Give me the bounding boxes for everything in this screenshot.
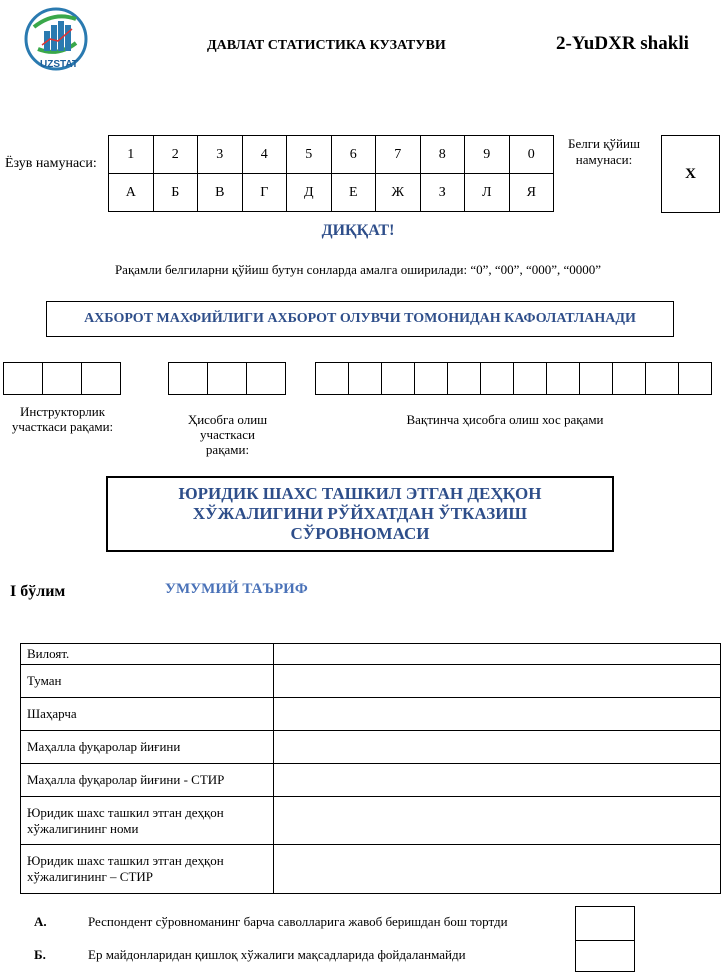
info-row-value[interactable] — [274, 764, 721, 797]
sample-letter: В — [198, 174, 243, 212]
sample-letter: Я — [509, 174, 554, 212]
mark-sample-label: Белги қўйиш намунаси: — [567, 136, 640, 167]
info-row-label: Юридик шахс ташкил этган деҳқон хўжалигининг – СТИР — [21, 845, 274, 894]
sample-digit: 8 — [420, 136, 465, 174]
info-row — [21, 797, 721, 845]
form-code: 2-YuDXR shakli — [556, 33, 689, 54]
general-info-table — [20, 643, 721, 894]
instructor-area-label: Инструкторлик участкаси рақами: — [11, 404, 114, 434]
code-cell[interactable] — [646, 363, 679, 395]
info-row-value[interactable] — [274, 665, 721, 698]
question-letter: А. — [34, 914, 47, 929]
sample-digit: 3 — [198, 136, 243, 174]
code-cell[interactable] — [247, 363, 286, 395]
code-cell[interactable] — [514, 363, 547, 395]
info-row — [21, 665, 721, 698]
sample-letter: Л — [465, 174, 510, 212]
question-checkbox[interactable] — [575, 939, 635, 972]
sample-label: Ёзув намунаси: — [5, 156, 97, 171]
sample-digit: 5 — [287, 136, 332, 174]
code-cell[interactable] — [169, 363, 208, 395]
sample-letter: Е — [331, 174, 376, 212]
code-cell[interactable] — [382, 363, 415, 395]
code-cell[interactable] — [415, 363, 448, 395]
attention-title: ДИҚҚАТ! — [321, 222, 395, 239]
writing-sample-table — [108, 135, 554, 212]
sample-digit: 9 — [465, 136, 510, 174]
code-cell[interactable] — [208, 363, 247, 395]
info-row-label: Шаҳарча — [21, 698, 274, 731]
sample-digit: 1 — [109, 136, 154, 174]
uzstat-logo — [24, 5, 88, 75]
attention-text: Рақамли белгиларни қўйиш бутун сонларда амалга оширилади: “0”, “00”, “000”, “0000” — [114, 262, 602, 277]
question-checkbox[interactable] — [575, 906, 635, 941]
sample-letter: Ж — [376, 174, 421, 212]
info-row-label: Юридик шахс ташкил этган деҳқон хўжалигининг номи — [21, 797, 274, 845]
sample-letter: Б — [153, 174, 198, 212]
info-row-label: Туман — [21, 665, 274, 698]
info-row-value[interactable] — [274, 644, 721, 665]
sample-digit: 2 — [153, 136, 198, 174]
code-cell[interactable] — [4, 363, 43, 395]
code-cell[interactable] — [547, 363, 580, 395]
instructor-area-code-cells[interactable] — [3, 362, 121, 395]
info-row-value[interactable] — [274, 797, 721, 845]
info-row — [21, 644, 721, 665]
code-cell[interactable] — [679, 363, 712, 395]
sample-letter: Д — [287, 174, 332, 212]
info-row-label: Маҳалла фуқаролар йиғини — [21, 731, 274, 764]
info-row — [21, 731, 721, 764]
section-title: УМУМИЙ ТАЪРИФ — [165, 581, 308, 597]
code-cell[interactable] — [316, 363, 349, 395]
code-cell[interactable] — [82, 363, 121, 395]
info-row-label: Вилоят. — [21, 644, 274, 665]
registration-area-label: Ҳисобга олиш участкаси рақами: — [187, 412, 268, 457]
sample-digit: 7 — [376, 136, 421, 174]
confidentiality-notice: АХБОРОТ МАХФИЙЛИГИ АХБОРОТ ОЛУВЧИ ТОМОНИДАН КАФОЛАТЛАНАДИ — [46, 301, 674, 337]
code-cell[interactable] — [43, 363, 82, 395]
temporary-id-cells[interactable] — [315, 362, 712, 395]
code-cell[interactable] — [481, 363, 514, 395]
temporary-id-label: Вақтинча ҳисобга олиш хос рақами — [406, 412, 604, 427]
code-cell[interactable] — [613, 363, 646, 395]
section-number: I бўлим — [10, 583, 66, 600]
info-row-label: Маҳалла фуқаролар йиғини - СТИР — [21, 764, 274, 797]
code-cell[interactable] — [580, 363, 613, 395]
info-row-value[interactable] — [274, 731, 721, 764]
info-row — [21, 845, 721, 894]
org-title: ДАВЛАТ СТАТИСТИКА КУЗАТУВИ — [207, 38, 446, 53]
question-letter: Б. — [34, 947, 46, 962]
sample-letter: З — [420, 174, 465, 212]
info-row — [21, 764, 721, 797]
sample-digit: 4 — [242, 136, 287, 174]
code-cell[interactable] — [448, 363, 481, 395]
question-text: Респондент сўровноманинг барча саволларига жавоб беришдан бош тортди — [88, 914, 508, 929]
sample-letter: Г — [242, 174, 287, 212]
sample-digit: 0 — [509, 136, 554, 174]
registration-area-code-cells[interactable] — [168, 362, 286, 395]
code-cell[interactable] — [349, 363, 382, 395]
sample-digit: 6 — [331, 136, 376, 174]
info-row-value[interactable] — [274, 698, 721, 731]
logo-text: UZSTAT — [40, 59, 78, 70]
mark-sample-box: X — [661, 135, 720, 213]
info-row-value[interactable] — [274, 845, 721, 894]
info-row — [21, 698, 721, 731]
question-text: Ер майдонларидан қишлоқ хўжалиги мақсадларида фойдаланмайди — [88, 947, 466, 962]
form-title: ЮРИДИК ШАХС ТАШКИЛ ЭТГАН ДЕҲҚОН ХЎЖАЛИГИНИ РЎЙХАТДАН ЎТКАЗИШ СЎРОВНОМАСИ — [106, 476, 614, 552]
sample-letter: А — [109, 174, 154, 212]
